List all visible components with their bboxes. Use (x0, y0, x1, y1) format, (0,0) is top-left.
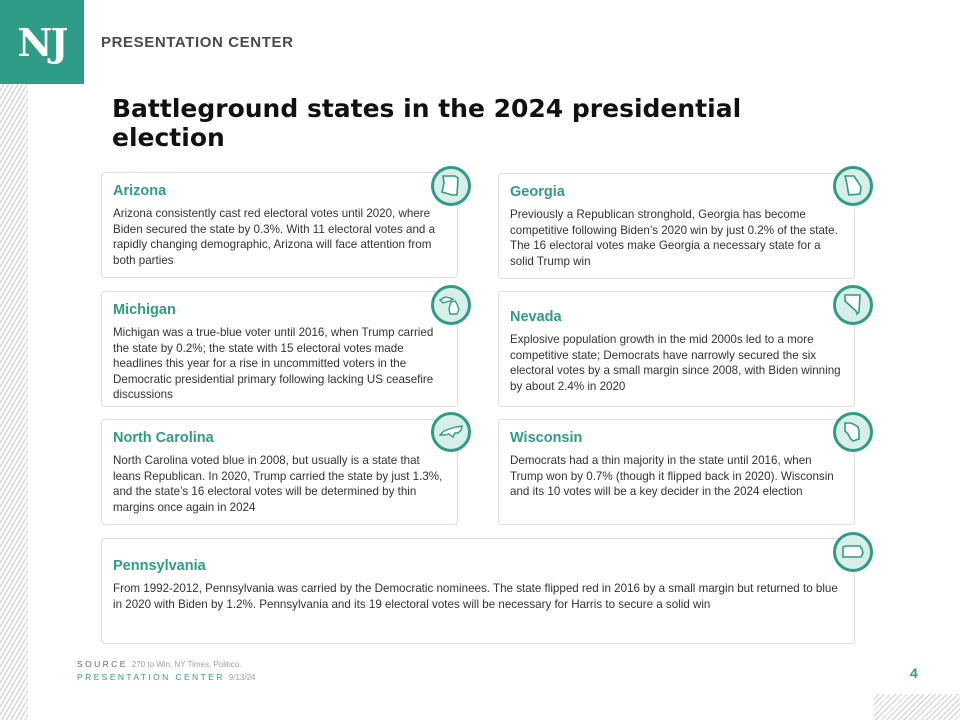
nj-logo (0, 0, 84, 84)
brand-name: PRESENTATION CENTER (101, 34, 294, 51)
card-body: Previously a Republican stronghold, Georgia has become competitive following Biden’s 2020 win by just 0.2% of the state. The 16 electoral votes make Georgia a necessary state for a solid Trump win (510, 208, 838, 268)
card-title: Nevada (510, 309, 562, 325)
page-number: 4 (910, 665, 918, 681)
card-title: Arizona (113, 183, 167, 199)
pennsylvania-map-icon (833, 532, 873, 572)
footer-date: 9/13/24 (228, 673, 256, 682)
card-title: Wisconsin (510, 430, 583, 446)
decorative-hatch-bottom-right (874, 694, 960, 720)
card-north-carolina (101, 419, 458, 525)
michigan-map-icon (431, 285, 471, 325)
card-georgia (498, 173, 855, 279)
center-label: PRESENTATION CENTER (77, 672, 225, 682)
card-title: Michigan (113, 302, 176, 318)
card-body: Arizona consistently cast red electoral votes until 2020, where Biden secured the state by 0.3%. With 11 electoral votes and a rapidly changing demographic, Arizona will face attention from both parties (113, 207, 436, 267)
footer-presentation-center (77, 672, 255, 682)
card-body: Michigan was a true-blue voter until 2016, when Trump carried the state by 0.2%; the state with 15 electoral votes made headlines this year for a rise in uncommitted voters in the Democratic presidential primary following lacking US ceasefire discussions (113, 326, 434, 401)
card-body: Explosive population growth in the mid 2000s led to a more competitive state; Democrats have narrowly secured the six electoral votes by a small margin since 2008, with Biden winning by about 2.4% in 2020 (510, 333, 841, 393)
nevada-map-icon (833, 285, 873, 325)
card-title: North Carolina (113, 430, 214, 446)
card-arizona (101, 172, 458, 278)
wisconsin-map-icon (833, 412, 873, 452)
page-title: Battleground states in the 2024 presidential election (112, 94, 742, 152)
north-carolina-map-icon (431, 412, 471, 452)
georgia-map-icon (833, 166, 873, 206)
source-label: SOURCE (77, 659, 128, 669)
card-title: Pennsylvania (113, 558, 206, 574)
arizona-map-icon (431, 166, 471, 206)
card-wisconsin (498, 419, 855, 525)
decorative-hatch-left (0, 84, 28, 720)
card-nevada (498, 291, 855, 407)
card-pennsylvania (101, 538, 855, 644)
footer-source (77, 659, 241, 669)
logo-text: NJ (17, 19, 67, 65)
card-michigan (101, 291, 458, 407)
card-body: North Carolina voted blue in 2008, but usually is a state that leans Republican. In 2020, Trump carried the state by just 1.3%, and the state’s 16 electoral votes will be determined by thin margins once again in 2024 (113, 454, 443, 514)
source-text: 270 to Win, NY Times, Politico. (131, 660, 242, 669)
card-body: From 1992-2012, Pennsylvania was carried by the Democratic nominees. The state flipped red in 2016 by a small margin but returned to blue in 2020 with Biden by 1.2%. Pennsylvania and its 19 electoral votes will be necessary for Harris to secure a solid win (113, 582, 838, 611)
card-title: Georgia (510, 184, 565, 200)
card-body: Democrats had a thin majority in the state until 2016, when Trump won by 0.7% (though it flipped back in 2020). Wisconsin and its 10 votes will be a key decider in the 2024 election (510, 454, 834, 498)
